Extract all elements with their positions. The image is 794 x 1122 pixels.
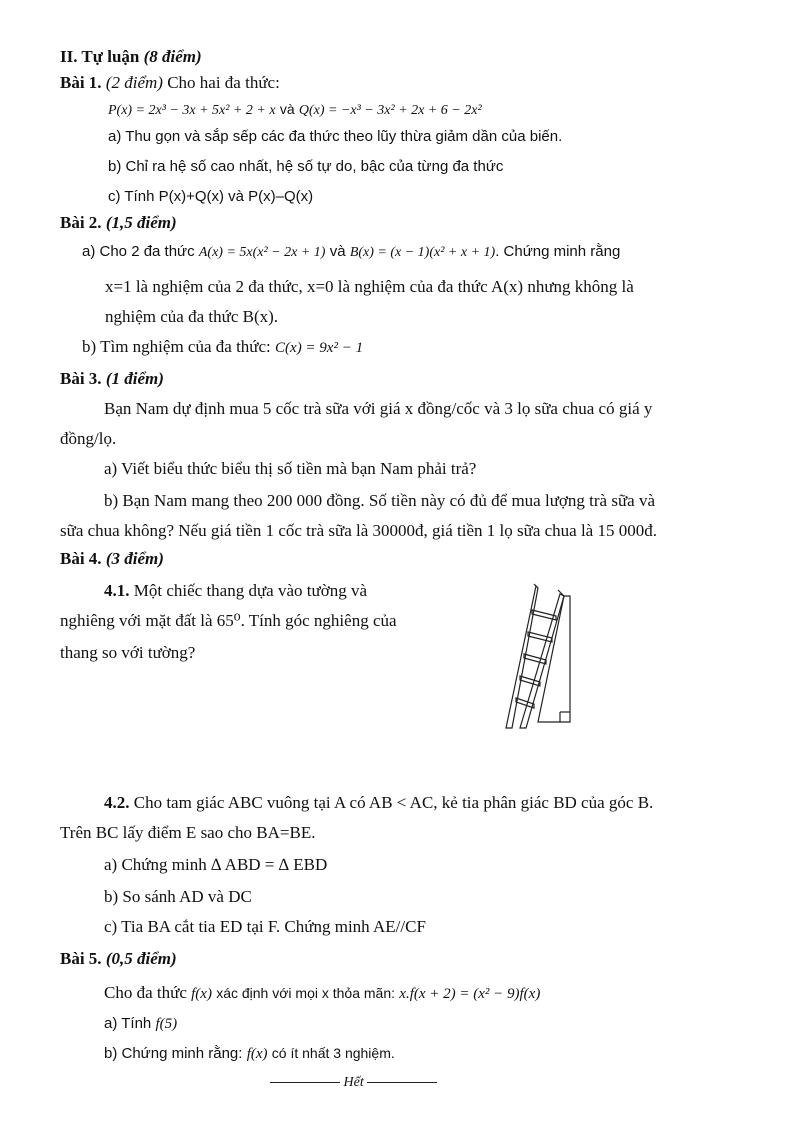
bai5-b [104,1042,395,1065]
bai5-points: (0,5 điểm) [105,949,177,968]
poly-c: C(x) = 9x² − 1 [275,340,364,356]
q42-number: 4.2. [104,793,130,812]
bai3-b2: sữa chua không? Nếu giá tiền 1 cốc trà sữa là 30000đ, giá tiền 1 lọ sữa chua là 15 000đ. [60,521,657,540]
q41-line3: thang so với tường? [60,643,196,662]
q41-line1 [104,580,367,602]
q41-line2: nghiêng với mặt đất là 65⁰. Tính góc nghiêng của [60,611,397,630]
q42-line2: Trên BC lấy điểm E sao cho BA=BE. [60,823,316,842]
bai2-a-prefix: a) Cho 2 đa thức [82,243,195,260]
poly-q: Q(x) = −x³ − 3x² + 2x + 6 − 2x² [298,103,482,118]
bai2-va: và [329,243,346,260]
bai1-heading [60,72,280,94]
bai5-intro: Cho đa thức [104,983,187,1002]
bai1-label: Bài 1. [60,73,102,92]
poly-b: B(x) = (x − 1)(x² + x + 1) [349,245,496,260]
bai5-b-text: b) Chứng minh rằng: [104,1045,243,1062]
bai2-b-prefix: b) Tìm nghiệm của đa thức: [82,337,271,356]
bai4-a: a) Chứng minh ∆ ABD = ∆ EBD [104,855,328,874]
bai4-b: b) So sánh AD và DC [104,887,252,906]
bai2-points: (1,5 điểm) [105,213,177,232]
bai5-intro2: xác định với mọi x thỏa mãn: [216,985,396,1001]
q42-line1 [104,792,653,814]
bai1-and: và [279,101,295,117]
ladder-rung-5 [516,698,534,708]
bai1-intro: Cho hai đa thức: [167,73,280,92]
bai2-a-line1 [82,240,620,264]
ladder-right-rail [520,594,564,728]
bai1-c: c) Tính P(x)+Q(x) và P(x)–Q(x) [108,188,314,205]
bai5-f: f(x) [191,986,212,1002]
bai3-line2: đồng/lọ. [60,429,117,448]
bai2-a-line2: x=1 là nghiệm của 2 đa thức, x=0 là nghiệm của đa thức A(x) nhưng không là [105,277,634,296]
bai1-b: b) Chỉ ra hệ số cao nhất, hệ số tự do, bậc của từng đa thức [108,158,504,175]
bai5-intro-line [104,982,540,1005]
bai1-points: (2 điểm) [105,73,163,92]
q41-number: 4.1. [104,581,130,600]
bai2-a-line3: nghiệm của đa thức B(x). [105,307,279,326]
section-title: II. Tự luận [60,47,140,66]
ladder-illustration [498,582,578,732]
poly-a: A(x) = 5x(x² − 2x + 1) [198,245,326,260]
bai4-heading [60,548,164,570]
end-rule-left [270,1082,340,1083]
bai3-label: Bài 3. [60,369,102,388]
bai5-b-f: f(x) [246,1046,268,1062]
end-rule-right [367,1082,437,1083]
q41-text1: Một chiếc thang dựa vào tường và [133,581,367,600]
bai5-a-f: f(5) [155,1016,178,1032]
section-heading [60,46,202,68]
bai2-a-suffix: . Chứng minh rằng [495,243,621,260]
end-text: Hết [343,1075,364,1090]
bai3-heading [60,368,164,390]
ladder-rung-3 [524,654,546,664]
bai5-b-text2: có ít nhất 3 nghiệm. [271,1045,395,1061]
bai2-b [82,336,363,359]
ladder-rung-4 [520,676,540,686]
section-points: (8 điểm) [143,47,202,66]
bai4-label: Bài 4. [60,549,102,568]
bai5-label: Bài 5. [60,949,102,968]
bai5-equation: x.f(x + 2) = (x² − 9)f(x) [399,986,541,1002]
bai2-label: Bài 2. [60,213,102,232]
bai5-heading [60,948,177,970]
bai3-b1: b) Bạn Nam mang theo 200 000 đồng. Số tiền này có đủ để mua lượng trà sữa và [104,491,656,510]
bai2-heading [60,212,177,234]
ladder-rung-1 [532,610,556,620]
bai3-a: a) Viết biểu thức biểu thị số tiền mà bạn Nam phải trả? [104,459,477,478]
q42-text1: Cho tam giác ABC vuông tại A có AB < AC, kẻ tia phân giác BD của góc B. [133,793,654,812]
bai3-points: (1 điểm) [105,369,164,388]
bai1-polynomials [108,98,482,122]
bai4-points: (3 điểm) [105,549,164,568]
bai1-a: a) Thu gọn và sắp sếp các đa thức theo lũy thừa giảm dần của biến. [108,128,563,145]
bai4-c: c) Tia BA cắt tia ED tại F. Chứng minh AE//CF [104,917,426,936]
end-marker [270,1072,437,1094]
bai5-a [104,1012,177,1035]
bai5-a-text: a) Tính [104,1015,152,1032]
bai3-line1: Bạn Nam dự định mua 5 cốc trà sữa với giá x đồng/cốc và 3 lọ sữa chua có giá y [104,399,653,418]
poly-p: P(x) = 2x³ − 3x + 5x² + 2 + x [108,103,276,118]
